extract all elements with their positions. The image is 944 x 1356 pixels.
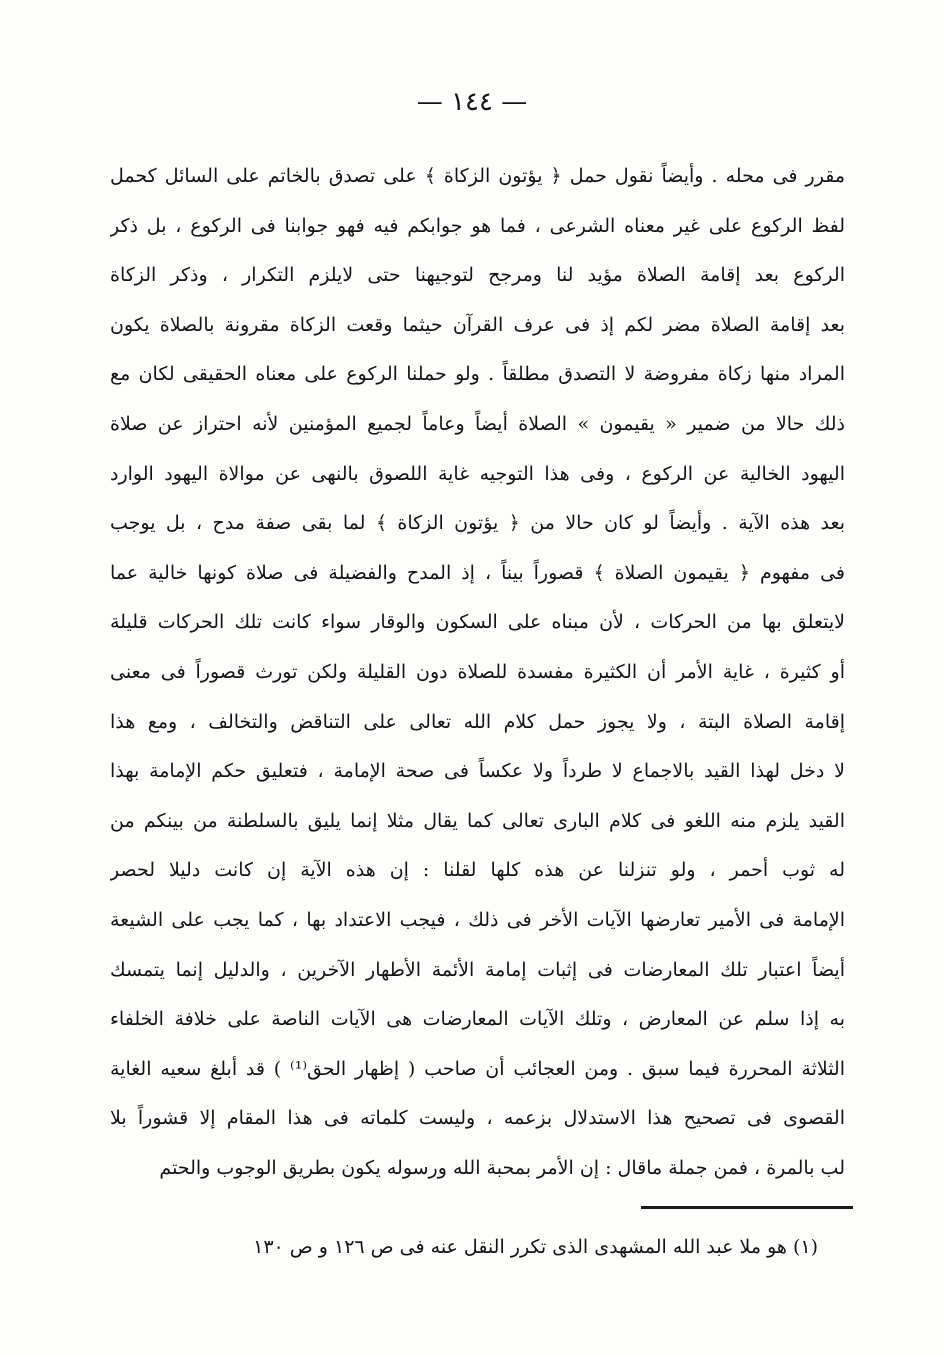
text-line: لفظ الركوع على غير معناه الشرعى ، فما هو جوابكم فيه فهو جوابنا فى الركوع ، بل ذكر	[110, 214, 845, 237]
text-line: لا دخل لهذا القيد بالاجماع لا طرداً ولا عكساً فى صحة الإمامة ، فتعليق حكم الإمامة بهذا	[110, 760, 845, 783]
text-line: فى مفهوم ﴿ يقيمون الصلاة ﴾ قصوراً بيناً ، إذ المدح والفضيلة فى صلاة كونها خالية عما	[110, 561, 845, 584]
text-line: إقامة الصلاة البتة ، ولا يجوز حمل كلام الله تعالى على التناقض والتخالف ، ومع هذا	[110, 710, 845, 733]
footnote-divider	[641, 1206, 853, 1209]
text-line: أو كثيرة ، غاية الأمر أن الكثيرة مفسدة للصلاة دون القليلة ولكن تورث قصوراً فى معنى	[110, 660, 845, 683]
page-number: — ١٤٤ —	[416, 87, 528, 117]
text-line: بعد هذه الآية . وأيضاً لو كان حالا من ﴿ يؤتون الزكاة ﴾ لما بقى صفة مدح ، بل يوجب	[110, 512, 845, 535]
footnote: (١) هو ملا عبد الله المشهدى الذى تكرر النقل عنه فى ص ١٢٦ و ص ١٣٠	[253, 1236, 818, 1258]
text-line: له ثوب أحمر ، ولو تنزلنا عن هذه كلها لقلنا : إن هذه الآية إن كانت دليلا لحصر	[110, 859, 845, 882]
body-text	[110, 152, 845, 1193]
text-line: اليهود الخالية عن الركوع ، وفى هذا التوجيه غاية اللصوق بالنهى عن موالاة اليهود الوارد	[110, 462, 845, 485]
text-line: الإمامة فى الأمير تعارضها الآيات الأخر فى ذلك ، فيجب الاعتداد بها ، كما يجب على الشيعة	[110, 908, 845, 931]
text-line: بعد إقامة الصلاة مضر لكم إذ فى عرف القرآن حيثما وقعت الزكاة مقرونة بالصلاة يكون	[110, 313, 845, 336]
text-line: القصوى فى تصحيح هذا الاستدلال بزعمه ، وليست كلماته فى هذا المقام إلا قشوراً بلا	[110, 1107, 845, 1130]
text-line: لب بالمرة ، فمن جملة ماقال : إن الأمر بمحبة الله ورسوله يكون بطريق الوجوب والحتم	[159, 1156, 845, 1179]
text-line: أيضاً اعتبار تلك المعارضات فى إثبات إمامة الأئمة الأطهار الآخرين ، والدليل إنما يتمسك	[110, 958, 845, 981]
text-line: ذلك حالا من ضمير « يقيمون » الصلاة أيضاً وعاماً لجميع المؤمنين لأنه احتراز عن صلاة	[110, 412, 845, 435]
text-line: الركوع بعد إقامة الصلاة مؤيد لنا ومرجح لتوجيهنا حتى لايلزم التكرار ، وذكر الزكاة	[110, 264, 845, 287]
text-line: مقرر فى محله . وأيضاً نقول حمل ﴿ يؤتون الزكاة ﴾ على تصدق بالخاتم على السائل كحمل	[110, 165, 845, 187]
text-line: لايتعلق بها من الحركات ، لأن مبناه على السكون والوقار سواء كانت تلك الحركات قليلة	[110, 611, 845, 634]
text-line: المراد منها زكاة مفروضة لا التصدق مطلقاً . ولو حملنا الركوع على معناه الحقيقى لكان مع	[110, 363, 845, 386]
text-line: به إذا سلم عن المعارض ، وتلك الآيات المعارضات هى الآيات الناصة على خلافة الخلفاء	[110, 1008, 845, 1031]
text-line: الثلاثة المحررة فيما سبق . ومن العجائب أن صاحب ( إظهار الحق⁽¹⁾ ) قد أبلغ سعيه الغاية	[110, 1057, 845, 1080]
text-line: القيد يلزم منه اللغو فى كلام البارى تعالى كما يقال مثلا إنما يليق بالسلطنة من بينكم من	[110, 809, 845, 832]
